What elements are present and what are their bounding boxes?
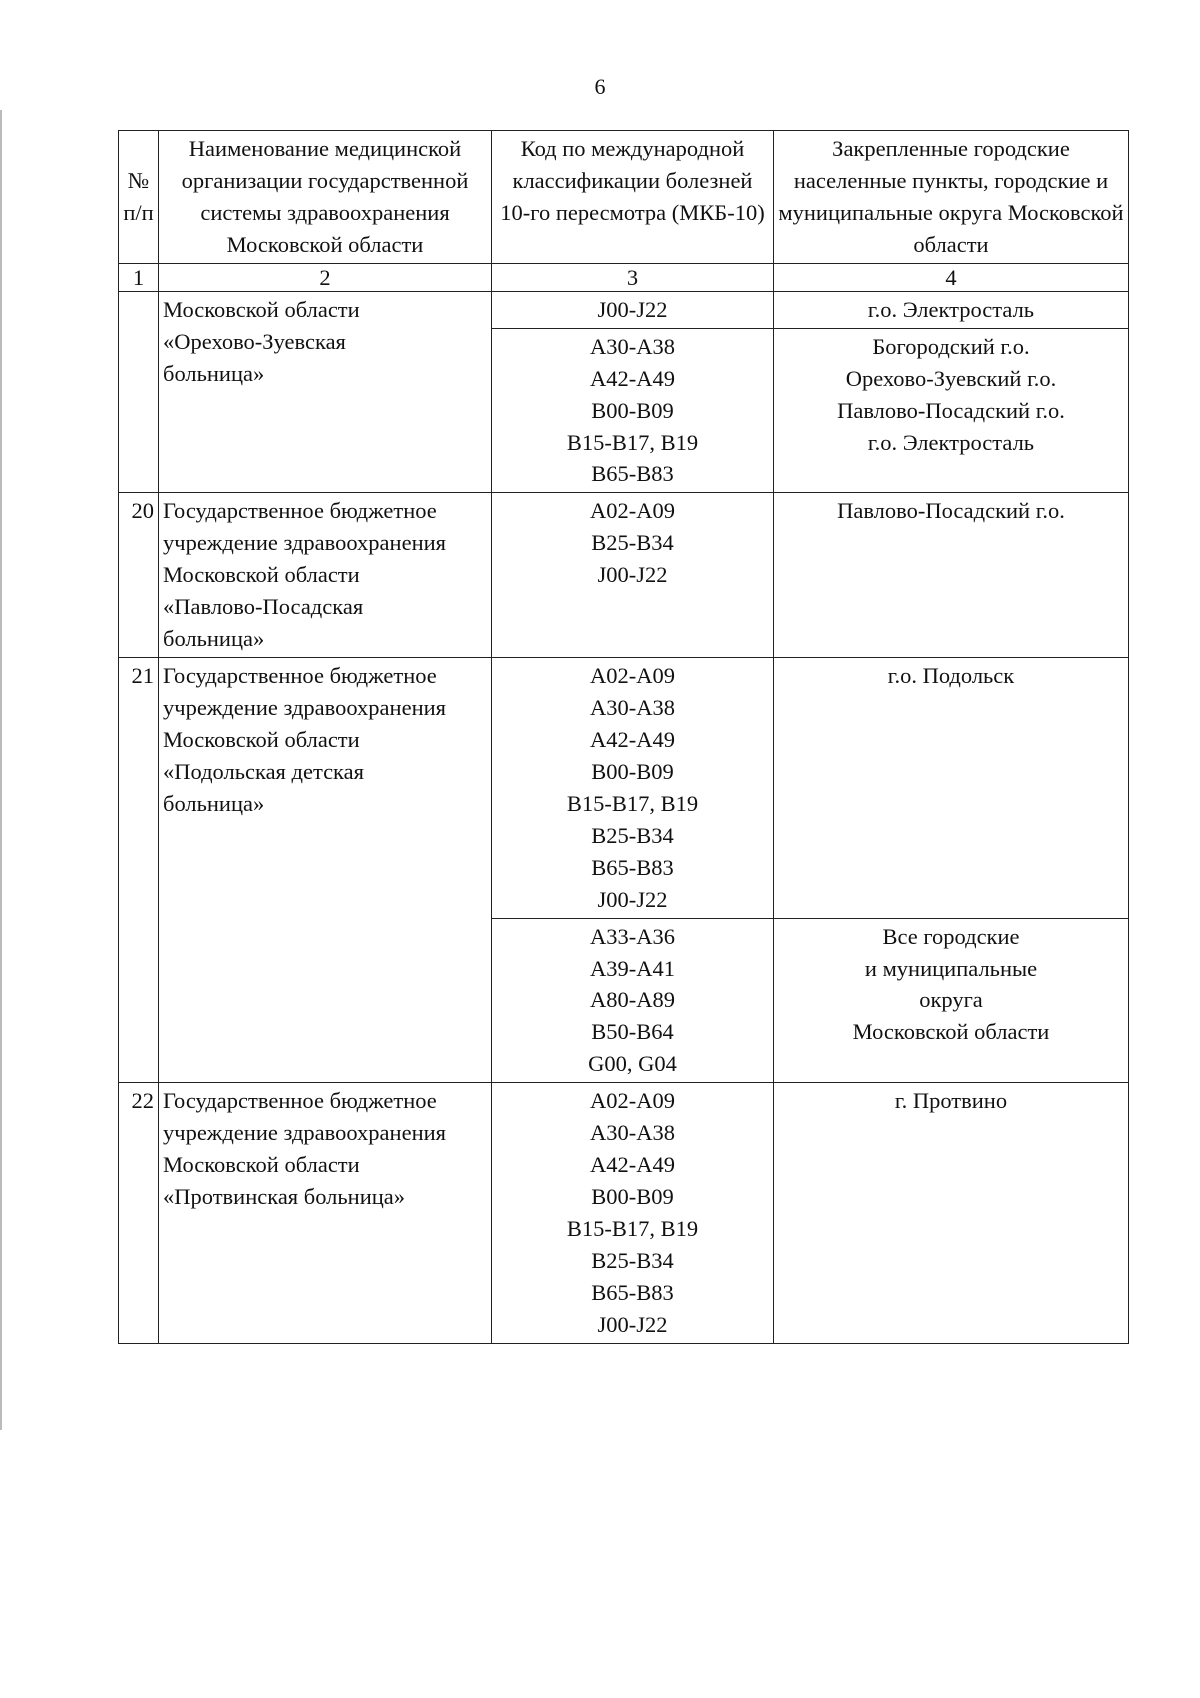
assigned-areas (774, 328, 1129, 493)
assigned-areas (774, 1083, 1129, 1344)
assigned-areas (774, 658, 1129, 919)
row-number: 21 (119, 658, 159, 1083)
organization-name-line: Московской области (163, 1152, 360, 1178)
page-left-edge (0, 110, 2, 1430)
assigned-areas (774, 918, 1129, 1083)
organization-name (159, 658, 492, 1083)
organization-name-line: Государственное бюджетное (163, 1088, 437, 1114)
organization-name-line: «Павлово-Посадская (163, 594, 364, 620)
table-row (119, 493, 1129, 658)
icd-codes-line: A30-A38 (590, 333, 675, 359)
icd-codes-line: B50-B64 (591, 1019, 674, 1045)
header-assigned-areas: Закрепленные городские населенные пункты, городские и муниципальные округа Московской области (774, 131, 1129, 264)
column-number: 4 (774, 263, 1129, 291)
icd-codes-line: B65-B83 (591, 854, 674, 880)
table-body (119, 291, 1129, 1343)
icd-codes (492, 493, 774, 658)
header-icd-code: Код по международной классификации болезней 10-го пересмотра (МКБ-10) (492, 131, 774, 264)
icd-codes-line: B65-B83 (591, 1279, 674, 1305)
assigned-areas-line: г.о. Подольск (887, 663, 1015, 689)
assigned-areas-line: Павлово-Посадский г.о. (837, 397, 1065, 423)
icd-codes-line: B25-B34 (591, 822, 674, 848)
page-number: 6 (594, 74, 606, 99)
icd-codes-line: B65-B83 (591, 461, 674, 487)
icd-codes-line: J00-J22 (597, 562, 668, 588)
organization-name-line: Московской области (163, 562, 360, 588)
icd-codes-line: B15-B17, B19 (566, 1216, 699, 1241)
icd-codes-line: A02-A09 (590, 663, 675, 689)
column-number: 1 (119, 263, 159, 291)
organization-name-line: учреждение здравоохранения (163, 695, 446, 720)
organization-name-line: учреждение здравоохранения (163, 1120, 446, 1146)
icd-codes-line: B25-B34 (591, 1247, 674, 1273)
organization-name-line: Московской области (163, 296, 360, 322)
assigned-areas-line: г.о. Электросталь (867, 429, 1035, 455)
organization-name-line: «Орехово-Зуевская (163, 328, 346, 354)
assigned-areas-line: г.о. Электросталь (867, 296, 1035, 322)
icd-codes-line: J00-J22 (597, 886, 668, 912)
organization-name (159, 291, 492, 493)
icd-codes-line: A42-A49 (590, 365, 675, 391)
assigned-areas-line: Орехово-Зуевский г.о. (845, 365, 1057, 391)
header-organization: Наименование медицинской организации государственной системы здравоохранения Московской области (159, 131, 492, 264)
column-number: 2 (159, 263, 492, 291)
organization-name (159, 1083, 492, 1344)
icd-codes (492, 291, 774, 328)
organization-name-line: «Подольская детская (163, 758, 364, 784)
assigned-areas-line: Все городские (882, 923, 1020, 949)
icd-codes-line: J00-J22 (597, 1311, 668, 1337)
row-number: 20 (119, 493, 159, 658)
assigned-areas (774, 493, 1129, 658)
assigned-areas-line: и муниципальные (864, 955, 1038, 981)
table-row (119, 658, 1129, 919)
icd-codes-line: J00-J22 (597, 296, 668, 322)
icd-codes (492, 918, 774, 1083)
assigned-areas-line: Московской области (852, 1019, 1050, 1045)
icd-codes-line: B00-B09 (591, 1184, 674, 1210)
column-number-row (119, 263, 1129, 291)
table-row (119, 291, 1129, 328)
icd-codes (492, 1083, 774, 1344)
icd-codes (492, 658, 774, 919)
organization-name-line: «Протвинская больница» (163, 1184, 406, 1210)
header-row (119, 131, 1129, 264)
icd-codes-line: A42-A49 (590, 726, 675, 752)
row-number: 22 (119, 1083, 159, 1344)
assigned-areas-line: Богородский г.о. (872, 333, 1030, 359)
icd-codes-line: A30-A38 (590, 1120, 675, 1146)
organization-name-line: больница» (163, 790, 265, 816)
organization-name-line: Государственное бюджетное (163, 498, 437, 524)
row-number (119, 291, 159, 493)
icd-codes-line: A30-A38 (590, 695, 675, 720)
organization-name-line: Московской области (163, 726, 360, 752)
organization-name-line: Государственное бюджетное (163, 663, 437, 689)
organization-name (159, 493, 492, 658)
icd-codes-line: B00-B09 (591, 758, 674, 784)
organization-name-line: больница» (163, 360, 265, 386)
icd-codes-line: B15-B17, B19 (566, 790, 699, 816)
icd-codes-line: A02-A09 (590, 1088, 675, 1114)
assigned-areas-line: г. Протвино (894, 1088, 1008, 1114)
table-row (119, 1083, 1129, 1344)
assigned-areas-line: округа (919, 987, 983, 1013)
icd-codes-line: B25-B34 (591, 530, 674, 556)
organization-name-line: учреждение здравоохранения (163, 530, 446, 556)
icd-codes-line: B15-B17, B19 (566, 429, 699, 455)
allocation-table (118, 130, 1129, 1344)
column-number: 3 (492, 263, 774, 291)
assigned-areas (774, 291, 1129, 328)
icd-codes-line: B00-B09 (591, 397, 674, 423)
icd-codes-line: A80-A89 (590, 987, 675, 1013)
header-number: № п/п (119, 131, 159, 264)
icd-codes-line: G00, G04 (588, 1051, 677, 1077)
icd-codes-line: A33-A36 (590, 923, 675, 949)
organization-name-line: больница» (163, 626, 265, 652)
icd-codes-line: A02-A09 (590, 498, 675, 524)
icd-codes (492, 328, 774, 493)
assigned-areas-line: Павлово-Посадский г.о. (837, 498, 1065, 524)
icd-codes-line: A39-A41 (590, 955, 675, 981)
icd-codes-line: A42-A49 (590, 1152, 675, 1178)
